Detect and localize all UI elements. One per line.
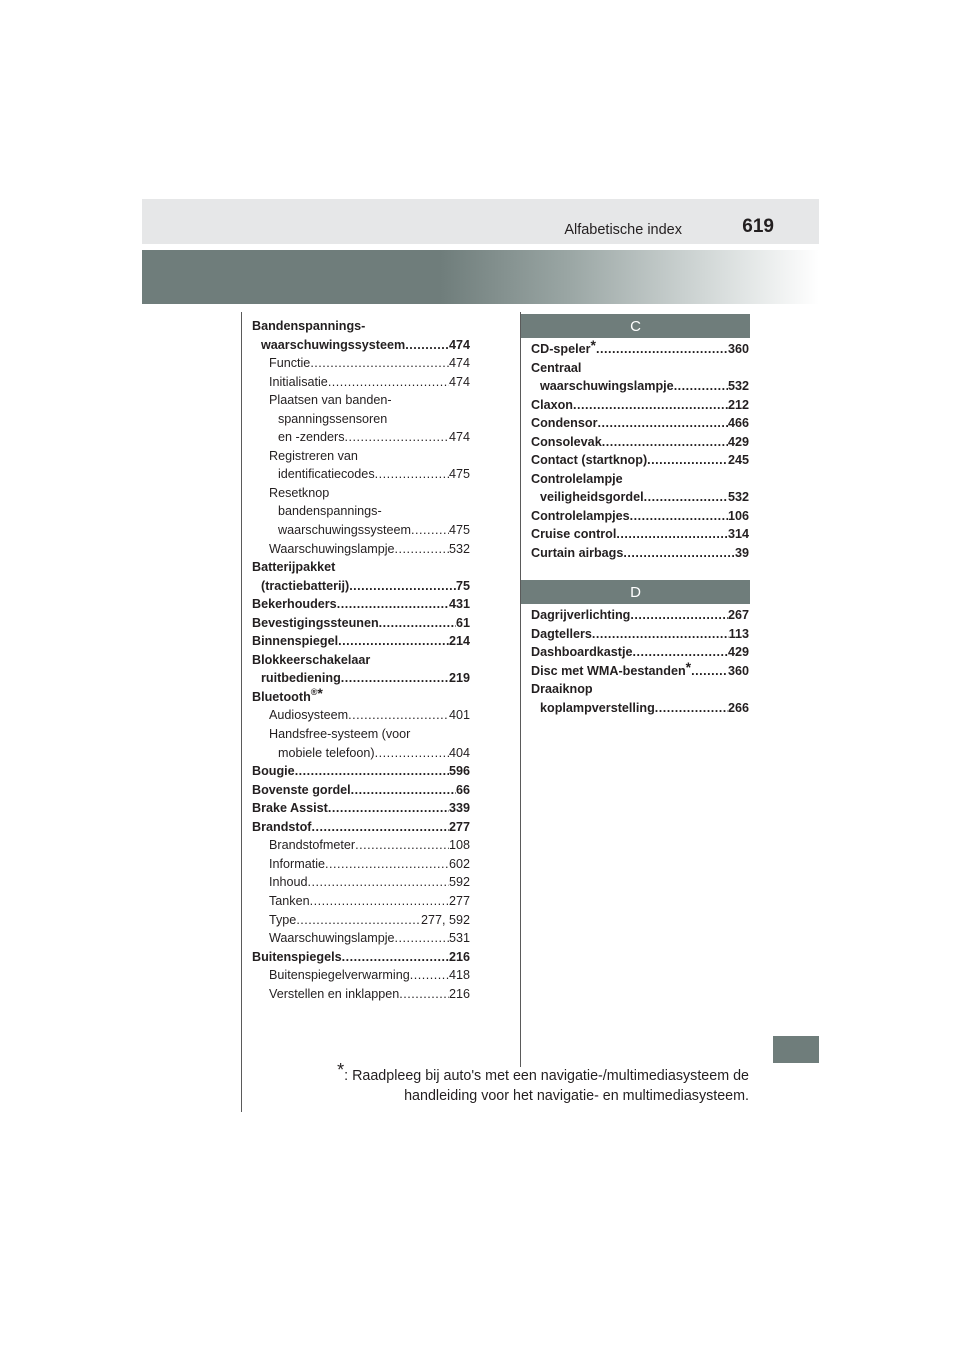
index-term: Condensor bbox=[531, 416, 598, 431]
page-reference: 266 bbox=[727, 700, 749, 715]
page-reference: 75 bbox=[455, 578, 470, 593]
column-divider-middle bbox=[520, 312, 521, 1067]
page-reference: 602 bbox=[448, 856, 470, 871]
index-term: Bekerhouders bbox=[252, 597, 337, 612]
page-reference: 429 bbox=[727, 645, 749, 660]
index-entry bbox=[531, 337, 749, 359]
page-reference: 475 bbox=[448, 523, 470, 538]
index-term: Dashboardkastje bbox=[531, 645, 633, 660]
page-reference: 474 bbox=[448, 374, 470, 389]
dot-leader bbox=[296, 911, 421, 930]
page-reference: 277 bbox=[448, 819, 470, 834]
index-entry-line bbox=[252, 669, 470, 688]
index-entry-line bbox=[252, 595, 470, 614]
index-entry-line bbox=[269, 873, 470, 892]
index-entry-line bbox=[252, 614, 470, 633]
index-entry-line bbox=[252, 762, 470, 781]
dot-leader bbox=[630, 606, 728, 625]
dot-leader bbox=[674, 377, 728, 396]
index-term: Binnenspiegel bbox=[252, 634, 339, 649]
index-entry-line bbox=[252, 818, 470, 837]
dot-leader bbox=[630, 507, 728, 526]
page-reference: 475 bbox=[448, 467, 470, 482]
index-entry bbox=[252, 558, 470, 595]
dot-leader bbox=[355, 836, 449, 855]
index-entry bbox=[531, 507, 749, 526]
index-entry bbox=[531, 396, 749, 415]
dot-leader bbox=[375, 744, 449, 763]
index-entry-line bbox=[269, 985, 470, 1004]
index-term: Dagtellers bbox=[531, 626, 592, 641]
index-term: Curtain airbags bbox=[531, 546, 624, 561]
index-entry bbox=[531, 606, 749, 625]
page-reference: 212 bbox=[727, 397, 749, 412]
dot-leader bbox=[308, 873, 449, 892]
page-reference: 360 bbox=[727, 663, 749, 678]
index-entry bbox=[252, 762, 470, 781]
index-entry bbox=[252, 781, 470, 800]
index-term: Controlelampje bbox=[531, 471, 623, 486]
index-subentry bbox=[252, 391, 470, 447]
footnote-symbol: * bbox=[337, 1060, 345, 1080]
page-reference: 531 bbox=[448, 931, 470, 946]
page-reference: 277, 592 bbox=[420, 912, 470, 927]
index-term: spanningssensoren bbox=[278, 411, 388, 426]
index-entry bbox=[531, 414, 749, 433]
index-term: Disc met WMA-bestanden* bbox=[531, 658, 692, 678]
index-term: bandenspannings- bbox=[278, 504, 382, 519]
index-entry-line bbox=[269, 744, 470, 763]
index-entry bbox=[252, 317, 470, 354]
index-term: Brake Assist bbox=[252, 801, 328, 816]
index-entry-line bbox=[252, 651, 470, 670]
dot-leader bbox=[623, 544, 735, 563]
index-term: Batterijpakket bbox=[252, 560, 336, 575]
index-entry-line bbox=[531, 525, 749, 544]
index-term: Bluetooth®* bbox=[252, 684, 323, 704]
index-entry-line bbox=[531, 507, 749, 526]
index-entry-line bbox=[531, 699, 749, 718]
index-entry bbox=[531, 525, 749, 544]
index-term: Controlelampjes bbox=[531, 508, 630, 523]
index-entry bbox=[531, 658, 749, 681]
index-entry-line bbox=[531, 643, 749, 662]
index-term: Waarschuwingslampje bbox=[269, 931, 395, 946]
index-term: veiligheidsgordel bbox=[540, 490, 644, 505]
index-term: Functie bbox=[269, 356, 311, 371]
index-term: Dagrijverlichting bbox=[531, 608, 631, 622]
page-reference: 592 bbox=[448, 875, 470, 890]
index-term: en -zenders bbox=[278, 430, 345, 445]
page-reference: 66 bbox=[455, 782, 470, 797]
index-subentry bbox=[252, 892, 470, 911]
index-entry-line bbox=[269, 929, 470, 948]
dot-leader bbox=[341, 669, 449, 688]
index-term: Type bbox=[269, 912, 297, 927]
index-term: koplampverstelling bbox=[540, 700, 655, 715]
page-reference: 404 bbox=[448, 745, 470, 760]
index-entry-line bbox=[531, 414, 749, 433]
index-term: Contact (startknop) bbox=[531, 453, 648, 468]
index-entry-line bbox=[531, 488, 749, 507]
index-subentry bbox=[252, 873, 470, 892]
dot-leader bbox=[410, 966, 449, 985]
index-entry bbox=[531, 470, 749, 507]
dot-leader bbox=[691, 662, 728, 681]
index-term: Brandstofmeter bbox=[269, 838, 356, 853]
index-term: Verstellen en inklappen bbox=[269, 986, 400, 1001]
index-term: Waarschuwingslampje bbox=[269, 541, 395, 556]
index-subentry bbox=[252, 447, 470, 484]
page-reference: 474 bbox=[448, 337, 470, 352]
index-term: Brandstof bbox=[252, 819, 312, 834]
index-entry-line bbox=[252, 684, 470, 707]
index-entry-line bbox=[269, 855, 470, 874]
index-term: waarschuwingssysteem bbox=[278, 523, 411, 538]
index-term: Inhoud bbox=[269, 875, 308, 890]
page-reference: 532 bbox=[727, 379, 749, 394]
dot-leader bbox=[411, 521, 449, 540]
index-entry-line bbox=[269, 892, 470, 911]
index-term: Claxon bbox=[531, 397, 573, 412]
index-entry-line bbox=[269, 966, 470, 985]
index-entry-line bbox=[252, 336, 470, 355]
dot-leader bbox=[345, 428, 449, 447]
index-entry-line bbox=[531, 337, 749, 359]
index-entry-line bbox=[252, 632, 470, 651]
index-entry-line bbox=[252, 781, 470, 800]
footnote-line-2: handleiding voor het navigatie- en multimediasysteem. bbox=[404, 1088, 749, 1104]
page-reference: 532 bbox=[448, 541, 470, 556]
index-term: Tanken bbox=[269, 893, 310, 908]
index-term: Bovenste gordel bbox=[252, 782, 351, 797]
index-term: ruitbediening bbox=[261, 671, 341, 686]
dot-leader bbox=[655, 699, 728, 718]
index-entry-line bbox=[269, 428, 470, 447]
page-number: 619 bbox=[742, 216, 774, 237]
index-term: (tractiebatterij) bbox=[261, 578, 350, 593]
page-reference: 532 bbox=[727, 490, 749, 505]
index-subentry bbox=[252, 929, 470, 948]
page-reference: 360 bbox=[727, 342, 749, 356]
index-entry-line bbox=[269, 410, 470, 429]
index-entry bbox=[531, 643, 749, 662]
page-reference: 596 bbox=[448, 764, 470, 779]
dot-leader bbox=[311, 818, 449, 837]
index-term: Bandenspannings- bbox=[252, 319, 366, 333]
dot-leader bbox=[295, 762, 449, 781]
page-reference: 39 bbox=[734, 546, 749, 561]
dot-leader bbox=[647, 451, 728, 470]
index-entry bbox=[252, 818, 470, 837]
index-entry-line bbox=[252, 317, 470, 336]
index-subentry bbox=[252, 985, 470, 1004]
index-entry bbox=[252, 595, 470, 614]
index-entry-line bbox=[531, 470, 749, 489]
index-term: waarschuwingssysteem bbox=[261, 337, 406, 352]
index-entry-line bbox=[269, 484, 470, 503]
dot-leader bbox=[592, 625, 729, 644]
index-entry-line bbox=[531, 625, 749, 644]
dot-leader bbox=[337, 595, 449, 614]
page-reference: 216 bbox=[448, 949, 470, 964]
index-term: Buitenspiegelverwarming bbox=[269, 968, 410, 983]
index-term: Bougie bbox=[252, 764, 295, 779]
page-reference: 474 bbox=[448, 356, 470, 371]
index-subentry bbox=[252, 540, 470, 559]
column-divider-left bbox=[241, 312, 242, 1112]
index-subentry bbox=[252, 725, 470, 762]
index-entry bbox=[531, 544, 749, 563]
index-column-d bbox=[531, 606, 749, 717]
page-reference: 339 bbox=[448, 801, 470, 816]
index-term: Handsfree-systeem (voor bbox=[269, 727, 411, 742]
page-reference: 466 bbox=[727, 416, 749, 431]
dot-leader bbox=[349, 577, 456, 596]
index-column-b bbox=[252, 317, 470, 1003]
dot-leader bbox=[325, 855, 449, 874]
index-entry bbox=[252, 684, 470, 707]
index-subentry bbox=[252, 354, 470, 373]
page-reference: 108 bbox=[448, 838, 470, 853]
index-entry-line bbox=[531, 544, 749, 563]
page-reference: 214 bbox=[448, 634, 470, 649]
index-term: Bevestigingssteunen bbox=[252, 615, 379, 630]
dot-leader bbox=[573, 396, 728, 415]
index-entry-line bbox=[252, 577, 470, 596]
index-entry-line bbox=[531, 680, 749, 699]
page-reference: 245 bbox=[727, 453, 749, 468]
dot-leader bbox=[395, 540, 449, 559]
index-term: waarschuwingslampje bbox=[540, 379, 674, 394]
index-term: Buitenspiegels bbox=[252, 949, 342, 964]
dot-leader bbox=[633, 643, 728, 662]
index-term: Registreren van bbox=[269, 448, 358, 463]
index-entry-line bbox=[531, 451, 749, 470]
index-entry bbox=[531, 359, 749, 396]
index-subentry bbox=[252, 484, 470, 540]
index-subentry bbox=[252, 836, 470, 855]
page-reference: 219 bbox=[448, 671, 470, 686]
index-entry-line bbox=[531, 433, 749, 452]
index-subentry bbox=[252, 855, 470, 874]
index-term: mobiele telefoon) bbox=[278, 745, 375, 760]
header-band bbox=[142, 250, 819, 304]
dot-leader bbox=[379, 614, 456, 633]
index-entry-line bbox=[269, 540, 470, 559]
dot-leader bbox=[616, 525, 728, 544]
index-term: Informatie bbox=[269, 856, 325, 871]
index-entry bbox=[252, 632, 470, 651]
index-entry-line bbox=[269, 354, 470, 373]
section-header-d: D bbox=[521, 580, 750, 604]
page-reference: 474 bbox=[448, 430, 470, 445]
dot-leader bbox=[399, 985, 449, 1004]
footnote bbox=[337, 1060, 749, 1106]
index-entry bbox=[252, 614, 470, 633]
index-subentry bbox=[252, 706, 470, 725]
index-entry-line bbox=[269, 373, 470, 392]
index-term: identificatiecodes bbox=[278, 467, 375, 482]
index-entry-line bbox=[252, 558, 470, 577]
index-entry bbox=[531, 433, 749, 452]
index-term: Initialisatie bbox=[269, 374, 328, 389]
page-reference: 216 bbox=[448, 986, 470, 1001]
index-subentry bbox=[252, 373, 470, 392]
index-term: Plaatsen van banden- bbox=[269, 393, 392, 408]
index-entry-line bbox=[531, 396, 749, 415]
dot-leader bbox=[395, 929, 449, 948]
section-header-c: C bbox=[521, 314, 750, 338]
index-term: Cruise control bbox=[531, 527, 617, 542]
thumb-index-tab bbox=[773, 1036, 819, 1063]
index-term: Consolevak bbox=[531, 434, 602, 449]
page-reference: 401 bbox=[448, 708, 470, 723]
dot-leader bbox=[328, 799, 449, 818]
index-entry-line bbox=[531, 606, 749, 625]
index-subentry bbox=[252, 966, 470, 985]
index-entry-line bbox=[531, 658, 749, 681]
page-reference: 267 bbox=[727, 608, 749, 622]
section-title: Alfabetische index bbox=[564, 222, 682, 238]
page-reference: 113 bbox=[728, 626, 749, 641]
index-entry-line bbox=[531, 377, 749, 396]
index-entry-line bbox=[269, 391, 470, 410]
dot-leader bbox=[405, 336, 449, 355]
page-header bbox=[142, 199, 819, 244]
footnote-line-1: : Raadpleeg bij auto's met een navigatie-/multimediasysteem de bbox=[344, 1068, 749, 1084]
index-entry-line bbox=[269, 911, 470, 930]
index-entry bbox=[252, 948, 470, 967]
index-term: Audiosysteem bbox=[269, 708, 349, 723]
dot-leader bbox=[602, 433, 728, 452]
index-entry-line bbox=[531, 359, 749, 378]
index-entry-line bbox=[269, 725, 470, 744]
index-entry bbox=[531, 680, 749, 717]
dot-leader bbox=[644, 488, 728, 507]
index-entry-line bbox=[269, 447, 470, 466]
index-term: Centraal bbox=[531, 360, 582, 375]
page-reference: 61 bbox=[455, 615, 470, 630]
page-reference: 277 bbox=[448, 893, 470, 908]
dot-leader bbox=[348, 706, 449, 725]
index-entry-line bbox=[269, 836, 470, 855]
dot-leader bbox=[338, 632, 449, 651]
dot-leader bbox=[310, 354, 449, 373]
index-entry-line bbox=[269, 465, 470, 484]
dot-leader bbox=[596, 340, 728, 359]
index-term: Resetknop bbox=[269, 485, 330, 500]
dot-leader bbox=[328, 373, 449, 392]
index-entry-line bbox=[269, 521, 470, 540]
dot-leader bbox=[351, 781, 456, 800]
index-entry bbox=[531, 451, 749, 470]
index-entry-line bbox=[269, 502, 470, 521]
dot-leader bbox=[310, 892, 449, 911]
index-term: Draaiknop bbox=[531, 682, 593, 697]
page-reference: 431 bbox=[448, 597, 470, 612]
index-term: Blokkeerschakelaar bbox=[252, 652, 371, 667]
page-reference: 429 bbox=[727, 434, 749, 449]
index-entry-line bbox=[252, 799, 470, 818]
index-entry bbox=[531, 625, 749, 644]
index-entry bbox=[252, 651, 470, 688]
index-entry-line bbox=[269, 706, 470, 725]
index-entry-line bbox=[252, 948, 470, 967]
index-subentry bbox=[252, 911, 470, 930]
page-reference: 418 bbox=[448, 968, 470, 983]
page-reference: 106 bbox=[727, 508, 749, 523]
index-term: CD-speler* bbox=[531, 337, 596, 356]
index-entry bbox=[252, 799, 470, 818]
page-reference: 314 bbox=[727, 527, 749, 542]
dot-leader bbox=[597, 414, 728, 433]
dot-leader bbox=[342, 948, 449, 967]
index-column-c bbox=[531, 337, 749, 563]
dot-leader bbox=[375, 465, 449, 484]
